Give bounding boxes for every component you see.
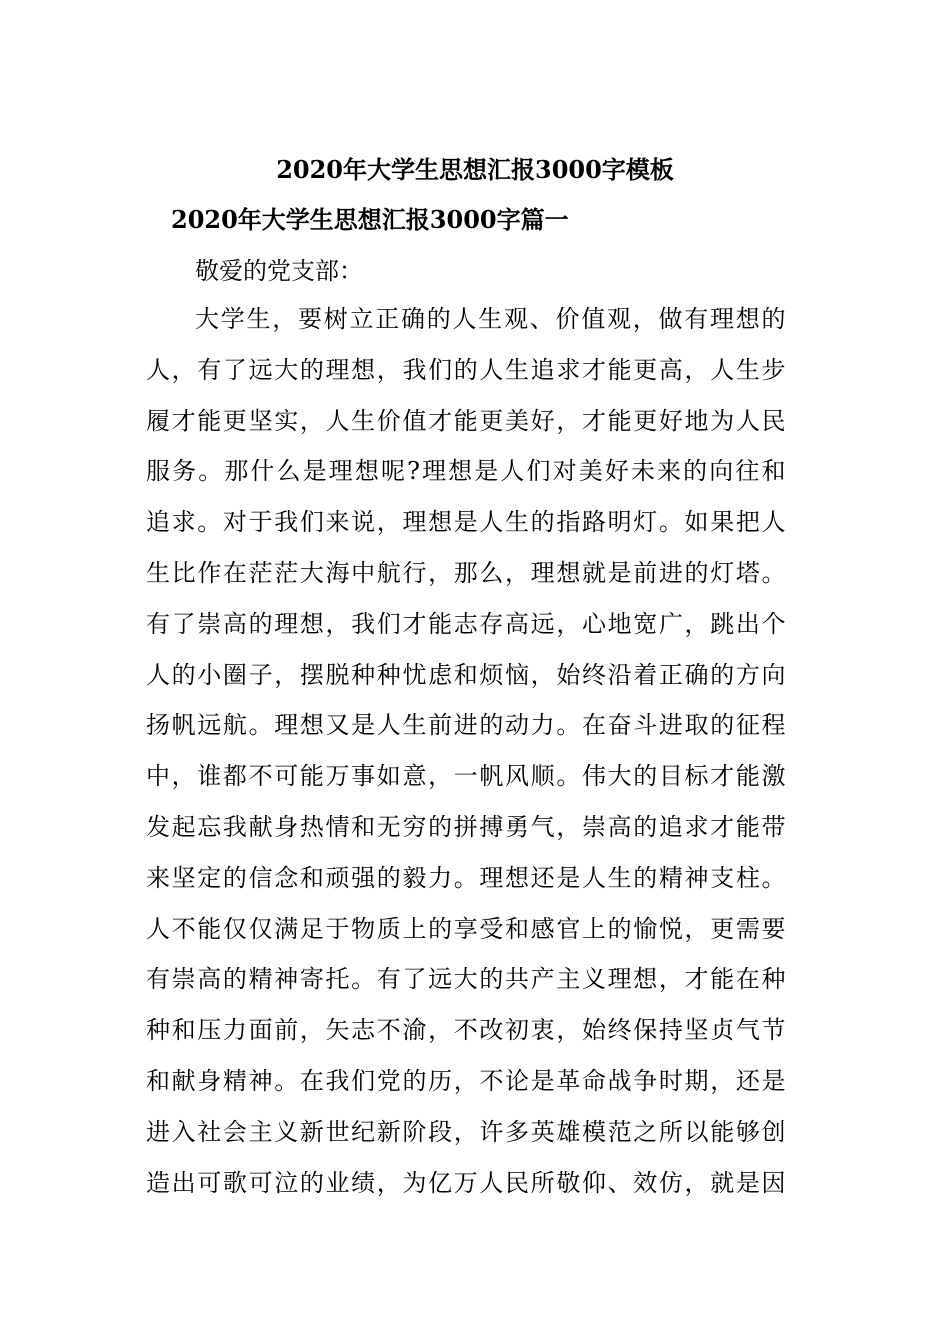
body-line: 扬帆远航。理想又是人生前进的动力。在奋斗进取的征程	[146, 711, 786, 740]
body-line: 人不能仅仅满足于物质上的享受和感官上的愉悦，更需要	[146, 914, 786, 943]
body-line: 有了崇高的理想，我们才能志存高远，心地宽广，跳出个	[146, 609, 786, 638]
body-line: 种和压力面前，矢志不渝，不改初衷，始终保持坚贞气节	[146, 1016, 786, 1045]
body-line: 有崇高的精神寄托。有了远大的共产主义理想，才能在种	[146, 965, 786, 994]
body-line: 进入社会主义新世纪新阶段，许多英雄模范之所以能够创	[146, 1117, 786, 1146]
body-line: 服务。那什么是理想呢?理想是人们对美好未来的向往和	[146, 457, 786, 486]
body-line: 中，谁都不可能万事如意，一帆风顺。伟大的目标才能激	[146, 762, 786, 791]
body-line: 生比作在茫茫大海中航行，那么，理想就是前进的灯塔。	[146, 558, 786, 587]
body-paragraph	[146, 301, 786, 1215]
body-line: 来坚定的信念和顽强的毅力。理想还是人生的精神支柱。	[146, 863, 786, 892]
section-heading: 2020年大学生思想汇报3000字篇一	[171, 205, 569, 234]
body-line: 人的小圈子，摆脱种种忧虑和烦恼，始终沿着正确的方向	[146, 660, 786, 689]
document-title: 2020年大学生思想汇报3000字模板	[276, 155, 674, 184]
body-line: 发起忘我献身热情和无穷的拼搏勇气，崇高的追求才能带	[146, 812, 786, 841]
salutation: 敬爱的党支部：	[195, 257, 363, 285]
body-line: 追求。对于我们来说，理想是人生的指路明灯。如果把人	[146, 508, 786, 537]
body-line: 人，有了远大的理想，我们的人生追求才能更高，人生步	[146, 355, 786, 384]
body-line: 大学生，要树立正确的人生观、价值观，做有理想的	[195, 305, 786, 333]
body-line: 和献身精神。在我们党的历，不论是革命战争时期，还是	[146, 1066, 786, 1095]
body-line: 造出可歌可泣的业绩，为亿万人民所敬仰、效仿，就是因	[146, 1168, 786, 1197]
body-line: 履才能更坚实，人生价值才能更美好，才能更好地为人民	[146, 406, 786, 435]
